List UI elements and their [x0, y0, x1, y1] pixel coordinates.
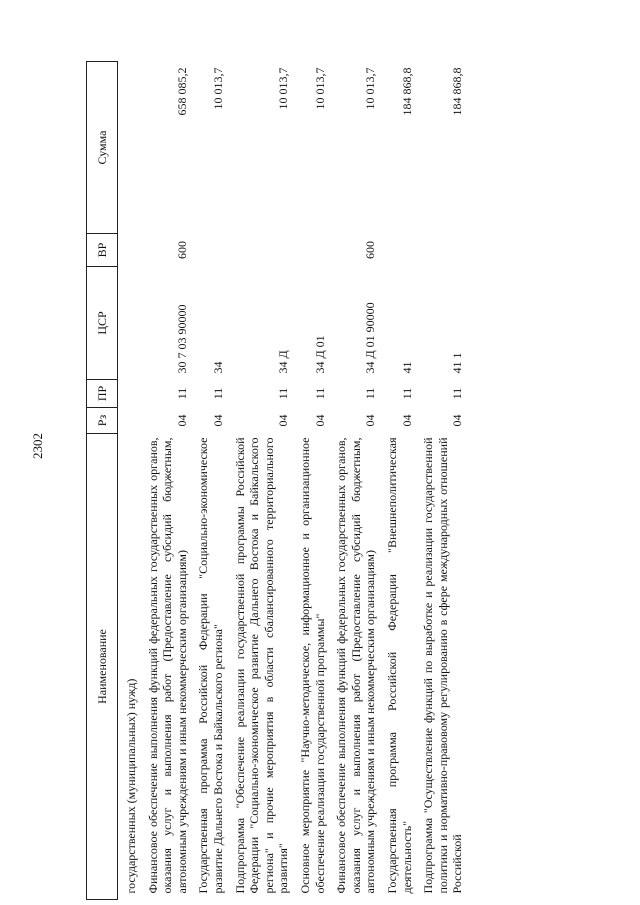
- row-sum: 658 085,2: [174, 67, 189, 116]
- row-rz: 04: [399, 414, 414, 427]
- table-header-row: [87, 62, 118, 900]
- row-vr: 600: [363, 241, 378, 259]
- row-vr: [385, 234, 417, 267]
- row-name: государственных (муниципальных) нужд): [124, 678, 138, 894]
- table-row: [298, 62, 330, 900]
- row-sum: 184 868,8: [399, 67, 414, 116]
- row-vr: [118, 234, 142, 267]
- row-sum: 10 013,7: [276, 67, 291, 110]
- table-row: [196, 62, 228, 900]
- budget-table: [86, 61, 468, 900]
- row-name: Подпрограмма "Осуществление функций по выработке и реализации государственной политики и нормативно-правовому регулированию в сфере международных отношений Российской: [421, 437, 465, 894]
- row-sum: 184 868,8: [450, 67, 465, 116]
- row-pr: 11: [399, 387, 414, 400]
- row-rz: 04: [312, 414, 327, 427]
- row-rz: 04: [450, 414, 465, 427]
- table-row: [118, 62, 142, 900]
- table-row: [233, 62, 294, 900]
- rotated-table-wrapper: [86, 62, 594, 900]
- header-vr: ВР: [87, 234, 118, 267]
- row-pr: 11: [450, 387, 465, 400]
- row-csr: 41 1: [450, 352, 465, 374]
- row-sum: 10 013,7: [210, 67, 225, 110]
- row-pr: 11: [312, 387, 327, 400]
- row-csr: 34: [210, 361, 225, 374]
- row-vr: [298, 234, 330, 267]
- page-number: 2302: [30, 433, 45, 459]
- row-vr: [196, 234, 228, 267]
- row-vr: 600: [174, 241, 189, 259]
- header-rz: Рз: [87, 408, 118, 434]
- row-pr: 11: [276, 387, 291, 400]
- row-sum: 10 013,7: [312, 67, 327, 110]
- row-csr: 41: [399, 361, 414, 374]
- table-row: [334, 62, 381, 900]
- row-csr: 34 Д: [276, 350, 291, 374]
- row-name: Подпрограмма "Обеспечение реализации государственной программы Российской Федерации "Социально-экономическое развитие Дальнего Востока и Байкальского региона" и прочие мероприятия в области сбалансированного территориального развития": [232, 437, 291, 894]
- header-name: Наименование: [87, 434, 118, 900]
- row-csr: 34 Д 01 90000: [363, 302, 378, 374]
- table-row: [421, 62, 468, 900]
- row-sum: 10 013,7: [363, 67, 378, 110]
- header-sum: Сумма: [87, 62, 118, 234]
- row-rz: [118, 408, 142, 434]
- row-rz: 04: [210, 414, 225, 427]
- table-row: [146, 62, 193, 900]
- row-name: Государственная программа Российской Федерации "Внешнеполитическая деятельность": [384, 437, 414, 894]
- row-csr: [118, 267, 142, 380]
- row-rz: 04: [363, 414, 378, 427]
- row-name: Финансовое обеспечение выполнения функций федеральных государственных органов, оказания услуг и выполнения работ (Предоставление субсидий бюджетным, автономным учреждениям и иным некоммерческим организациям): [334, 437, 378, 894]
- row-pr: 11: [210, 387, 225, 400]
- row-pr: 11: [174, 387, 189, 400]
- header-pr: ПР: [87, 380, 118, 408]
- row-vr: [421, 234, 468, 267]
- row-csr: 34 Д 01: [312, 335, 327, 374]
- row-csr: 30 7 03 90000: [174, 304, 189, 374]
- row-rz: 04: [276, 414, 291, 427]
- row-pr: [118, 380, 142, 408]
- row-name: Финансовое обеспечение выполнения функций федеральных государственных органов, оказания услуг и выполнения работ (Предоставление субсидий бюджетным, автономным учреждениям и иным некоммерческим организациям): [145, 437, 189, 894]
- row-sum: [118, 62, 142, 234]
- table-row: [385, 62, 417, 900]
- header-csr: ЦСР: [87, 267, 118, 380]
- row-name: Основное мероприятие "Научно-методическое, информационное и организационное обеспечение реализации государственной программы": [297, 437, 327, 894]
- row-rz: 04: [174, 414, 189, 427]
- row-pr: 11: [363, 387, 378, 400]
- row-vr: [233, 234, 294, 267]
- row-name: Государственная программа Российской Федерации "Социально-экономическое развитие Дальнего Востока и Байкальского региона": [196, 437, 225, 894]
